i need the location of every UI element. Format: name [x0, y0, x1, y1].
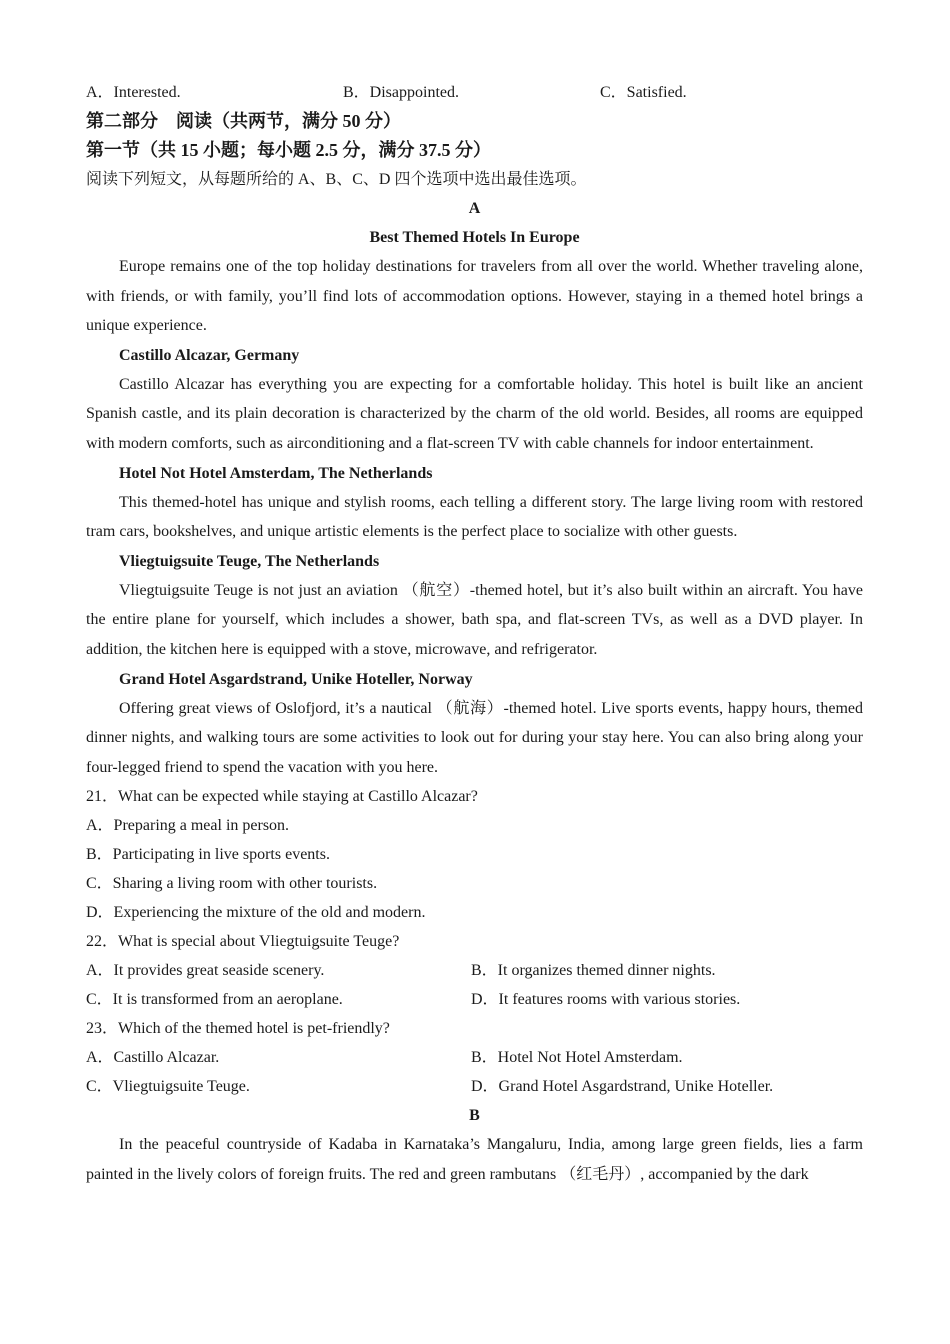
hotel-text-amsterdam: This themed-hotel has unique and stylish rooms, each telling a different story. The large living room with restored tram cars, bookshelves, and unique artistic elements is the perfect place to socialize with other guests. — [86, 493, 863, 541]
passage-b-intro: In the peaceful countryside of Kadaba in Karnataka’s Mangaluru, India, among large green fields, lies a farm painted in the lively colors of foreign fruits. The red and green rambutans （红毛丹）, accompanied by the dark — [86, 1136, 863, 1183]
prev-question-options — [86, 78, 863, 107]
q23-stem: 23．Which of the themed hotel is pet-friendly? — [86, 1020, 390, 1038]
q22-stem: 22．What is special about Vliegtuigsuite Teuge? — [86, 933, 400, 951]
passage-a-intro: Europe remains one of the top holiday destinations for travelers from all over the world. Whether traveling alone, with friends, or with family, you’ll find lots of accommodation options. However, staying in a themed hotel brings a unique experience. — [86, 258, 863, 335]
passage-b-letter: B — [469, 1107, 480, 1125]
q22-option-c[interactable]: C．It is transformed from an aeroplane. — [86, 991, 343, 1009]
instruction: 阅读下列短文，从每题所给的 A、B、C、D 四个选项中选出最佳选项。 — [86, 171, 587, 188]
q22-options-row-2 — [86, 985, 863, 1014]
hotel-text-asgardstrand: Offering great views of Oslofjord, it’s a nautical （航海）-themed hotel. Live sports events, happy hours, themed dinner nights, and walking tours are some activities to look out for during your stay here. You can also bring along your four-legged friend to spend the vacation with you here. — [86, 699, 863, 776]
hotel-name-teuge: Vliegtuigsuite Teuge, The Netherlands — [119, 552, 380, 570]
q22-option-a[interactable]: A．It provides great seaside scenery. — [86, 962, 325, 980]
section1-heading: 第一节（共 15 小题；每小题 2.5 分，满分 37.5 分） — [86, 140, 491, 160]
q23-option-d[interactable]: D．Grand Hotel Asgardstrand, Unike Hoteller. — [471, 1078, 774, 1096]
q23-options-row-1 — [86, 1043, 863, 1072]
q22-option-d[interactable]: D．It features rooms with various stories. — [471, 991, 741, 1009]
hotel-name-amsterdam: Hotel Not Hotel Amsterdam, The Netherlands — [119, 464, 433, 482]
option-b[interactable]: B．Disappointed. — [343, 84, 459, 101]
hotel-name-asgardstrand: Grand Hotel Asgardstrand, Unike Hoteller, Norway — [119, 670, 473, 688]
passage-a-title: Best Themed Hotels In Europe — [369, 229, 580, 246]
q21-option-c[interactable]: C．Sharing a living room with other tourists. — [86, 875, 378, 893]
passage-a-letter: A — [468, 200, 481, 217]
q23-option-c[interactable]: C．Vliegtuigsuite Teuge. — [86, 1078, 250, 1096]
q22-options-row-1 — [86, 956, 863, 985]
q22-option-b[interactable]: B．It organizes themed dinner nights. — [471, 962, 716, 980]
part2-heading: 第二部分 阅读（共两节，满分 50 分） — [86, 111, 401, 131]
hotel-text-castillo: Castillo Alcazar has everything you are expecting for a comfortable holiday. This hotel is built like an ancient Spanish castle, and its plain decoration is characterized by the charm of the old world. Besides, all rooms are equipped with modern comforts, such as airconditioning and a flat-screen TV with cable channels for indoor entertainment. — [86, 375, 863, 452]
q23-option-a[interactable]: A．Castillo Alcazar. — [86, 1049, 220, 1067]
q21-option-b[interactable]: B．Participating in live sports events. — [86, 846, 330, 864]
option-c[interactable]: C．Satisfied. — [600, 84, 687, 101]
q21-option-a[interactable]: A．Preparing a meal in person. — [86, 817, 290, 835]
q23-options-row-2 — [86, 1072, 863, 1101]
hotel-text-teuge: Vliegtuigsuite Teuge is not just an aviation （航空）-themed hotel, but it’s also built within an aircraft. You have the entire plane for yourself, which includes a shower, bath spa, and flat-screen TVs, as well as a DVD player. In addition, the kitchen here is equipped with a stove, microwave, and refrigerator. — [86, 581, 863, 658]
q21-stem: 21．What can be expected while staying at Castillo Alcazar? — [86, 788, 478, 806]
q23-option-b[interactable]: B．Hotel Not Hotel Amsterdam. — [471, 1049, 683, 1067]
option-a[interactable]: A．Interested. — [86, 84, 181, 101]
exam-page — [86, 78, 863, 1190]
q21-option-d[interactable]: D．Experiencing the mixture of the old and modern. — [86, 904, 426, 922]
hotel-name-castillo: Castillo Alcazar, Germany — [119, 346, 300, 364]
